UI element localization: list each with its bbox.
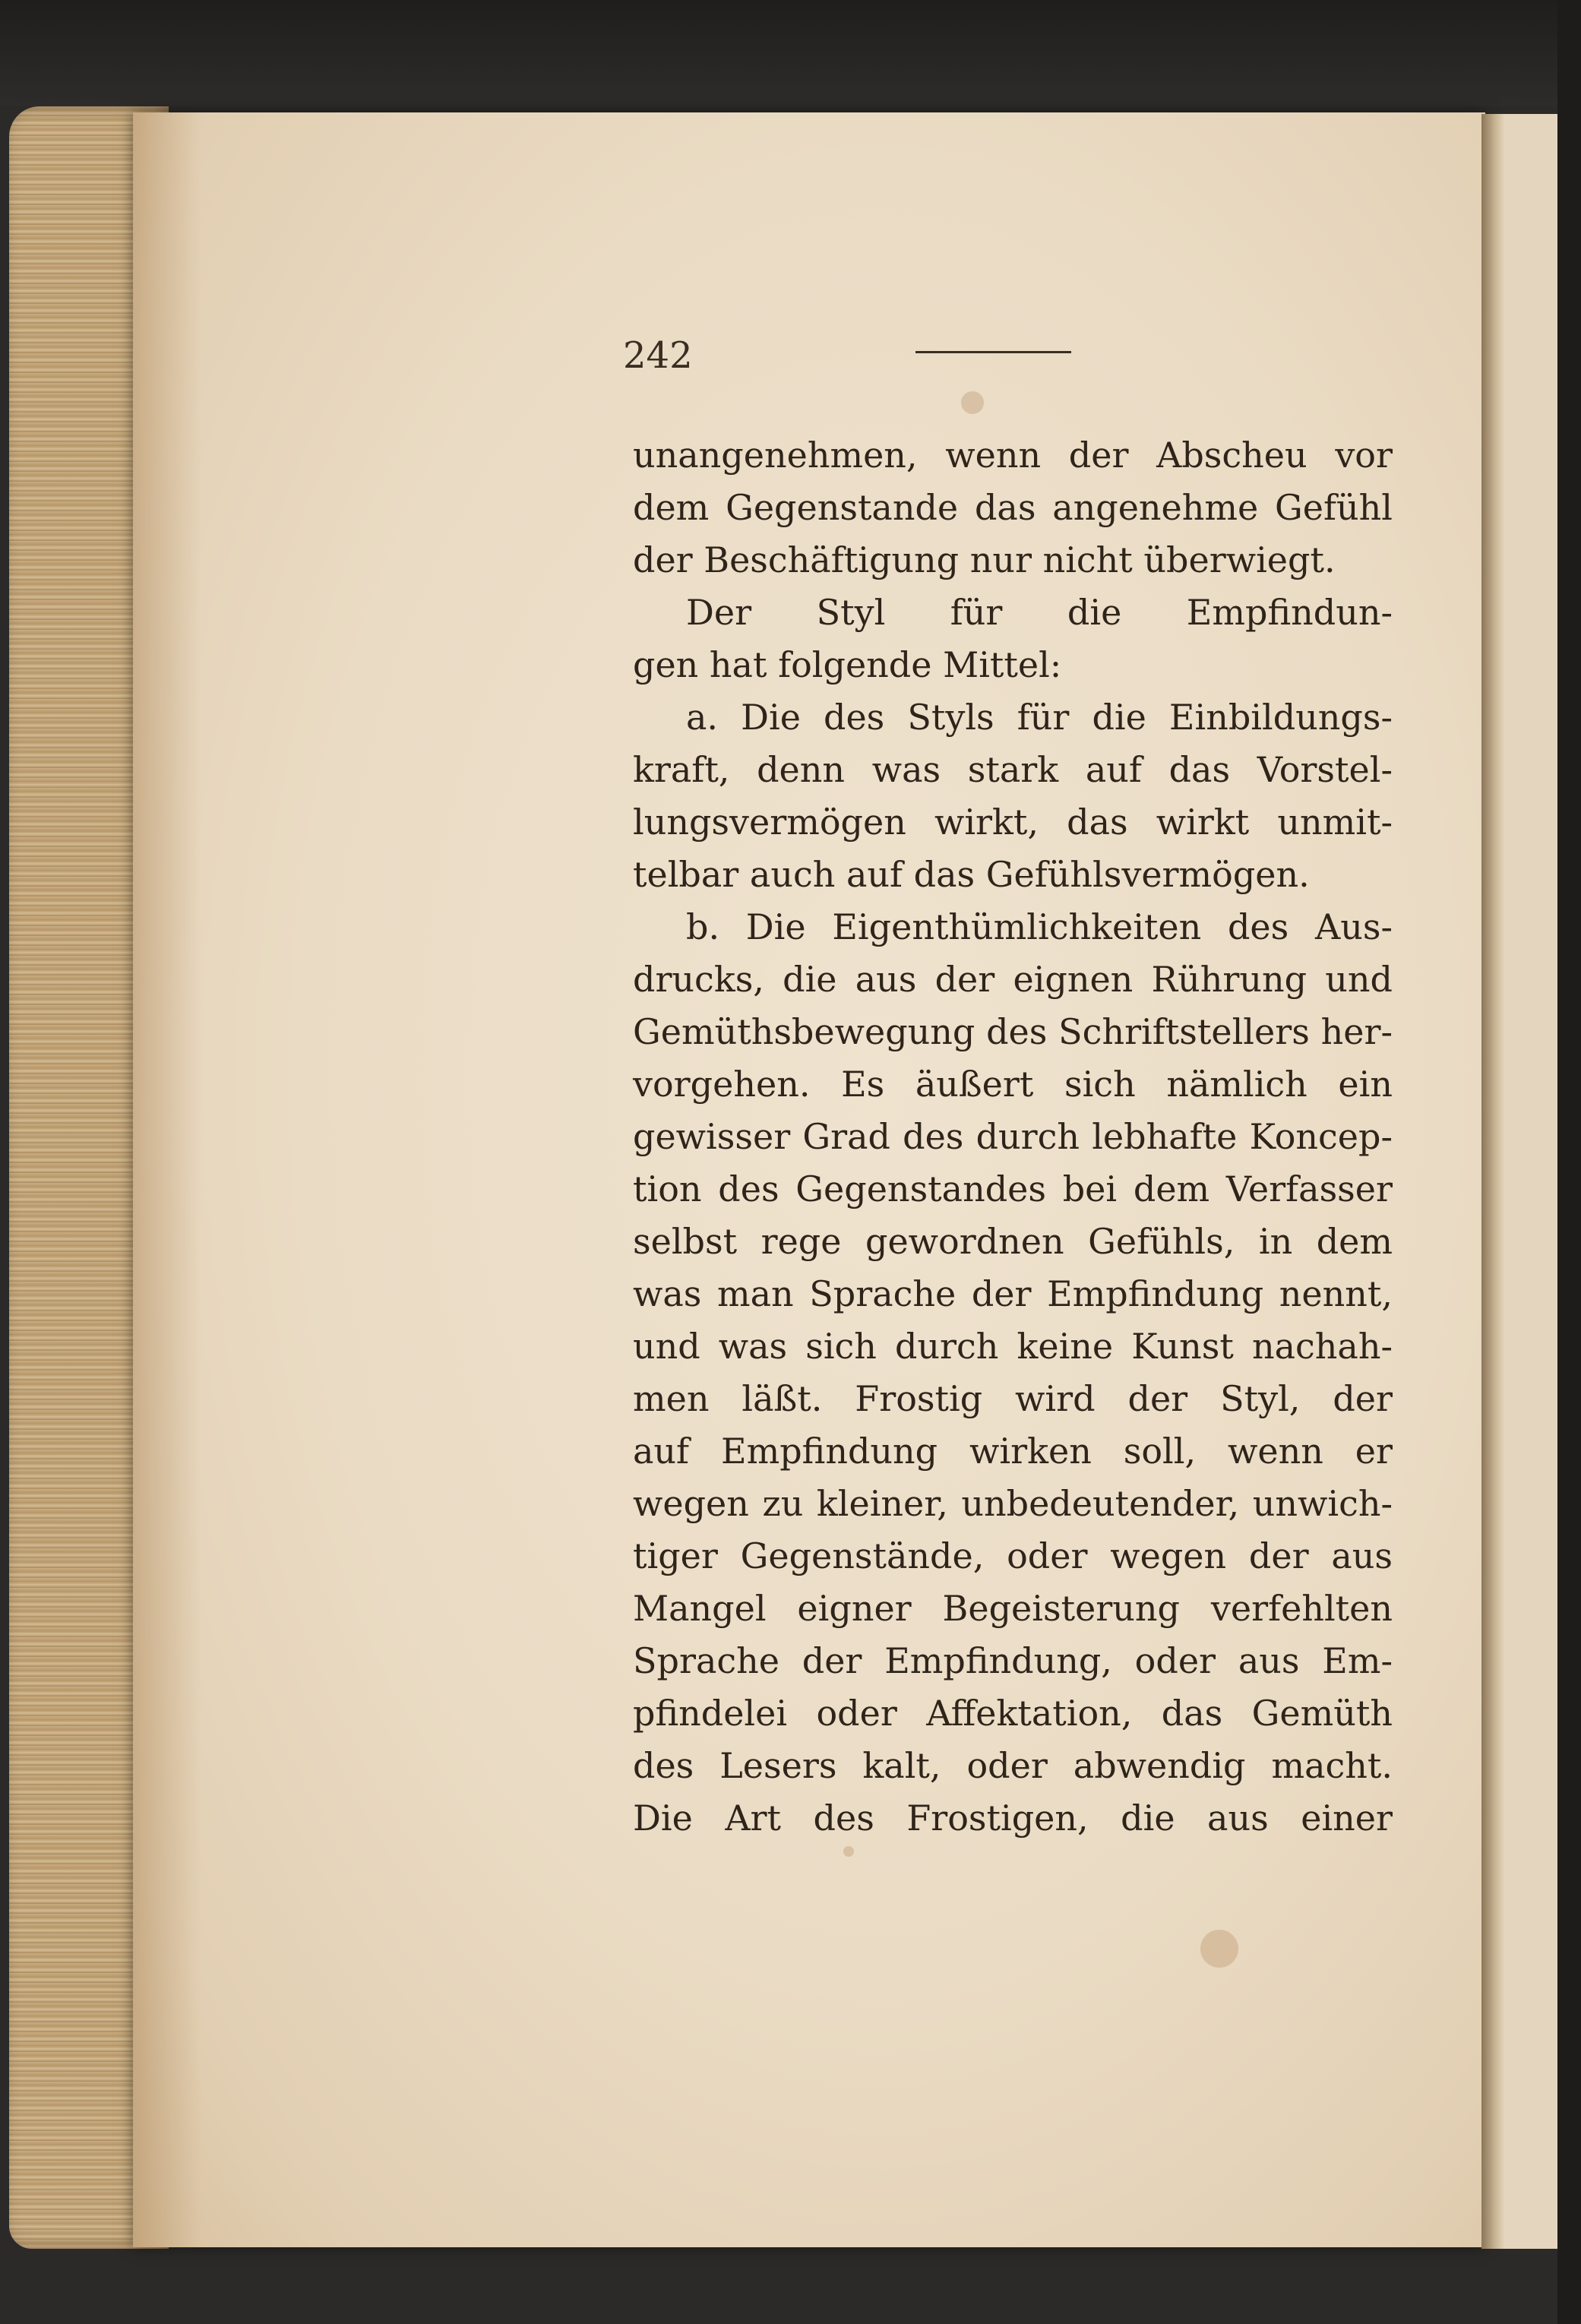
text-line: tiger Gegenstände, oder wegen der aus [633,1535,1393,1576]
text-line: Die Art des Frostigen, die aus einer [633,1798,1393,1839]
text-line: auf Empfindung wirken soll, wenn er [633,1431,1393,1472]
text-line: gen hat folgende Mittel: [633,644,1062,685]
foxing-spot [843,1846,854,1857]
body-text [633,429,1393,1845]
text-line: Der Styl für die Empfindun- [686,592,1393,633]
text-line: drucks, die aus der eignen Rührung und [633,959,1393,1000]
text-line: unangenehmen, wenn der Abscheu vor [633,435,1393,476]
text-line: men läßt. Frostig wird der Styl, der [633,1378,1393,1419]
text-line: pfindelei oder Affektation, das Gemüth [633,1693,1393,1734]
text-line: und was sich durch keine Kunst nachah- [633,1326,1393,1367]
foxing-spot [961,391,984,414]
page-number: 242 [623,334,693,377]
header-rule [915,351,1071,353]
text-line: telbar auch auf das Gefühlsvermögen. [633,854,1310,895]
text-line: kraft, denn was stark auf das Vorstel- [633,749,1393,790]
text-line: vorgehen. Es äußert sich nämlich ein [633,1064,1393,1105]
running-header [623,334,1383,387]
text-line: wegen zu kleiner, unbedeutender, unwich- [633,1483,1393,1524]
text-line: der Beschäftigung nur nicht überwiegt. [633,539,1336,580]
book-gutter [1481,114,1504,2249]
text-line: lungsvermögen wirkt, das wirkt unmit- [633,802,1393,843]
dark-background-right [1557,0,1581,2324]
text-line: des Lesers kalt, oder abwendig macht. [633,1745,1393,1786]
text-line: Gemüthsbewegung des Schriftstellers her- [633,1011,1393,1052]
dark-background [0,0,1581,106]
text-line: gewisser Grad des durch lebhafte Koncep- [633,1116,1393,1157]
facing-page-edge [1504,114,1557,2249]
text-line: selbst rege gewordnen Gefühls, in dem [633,1221,1393,1262]
text-line: tion des Gegenstandes bei dem Verfasser [633,1168,1393,1209]
text-line: Sprache der Empfindung, oder aus Em- [633,1640,1393,1681]
text-line: dem Gegenstande das angenehme Gefühl [633,487,1393,528]
text-line: was man Sprache der Empfindung nennt, [633,1273,1393,1314]
text-line: a. Die des Styls für die Einbildungs- [686,697,1393,738]
text-line: Mangel eigner Begeisterung verfehlten [633,1588,1393,1629]
foxing-spot [1200,1930,1238,1968]
text-line: b. Die Eigenthümlichkeiten des Aus- [686,906,1393,947]
